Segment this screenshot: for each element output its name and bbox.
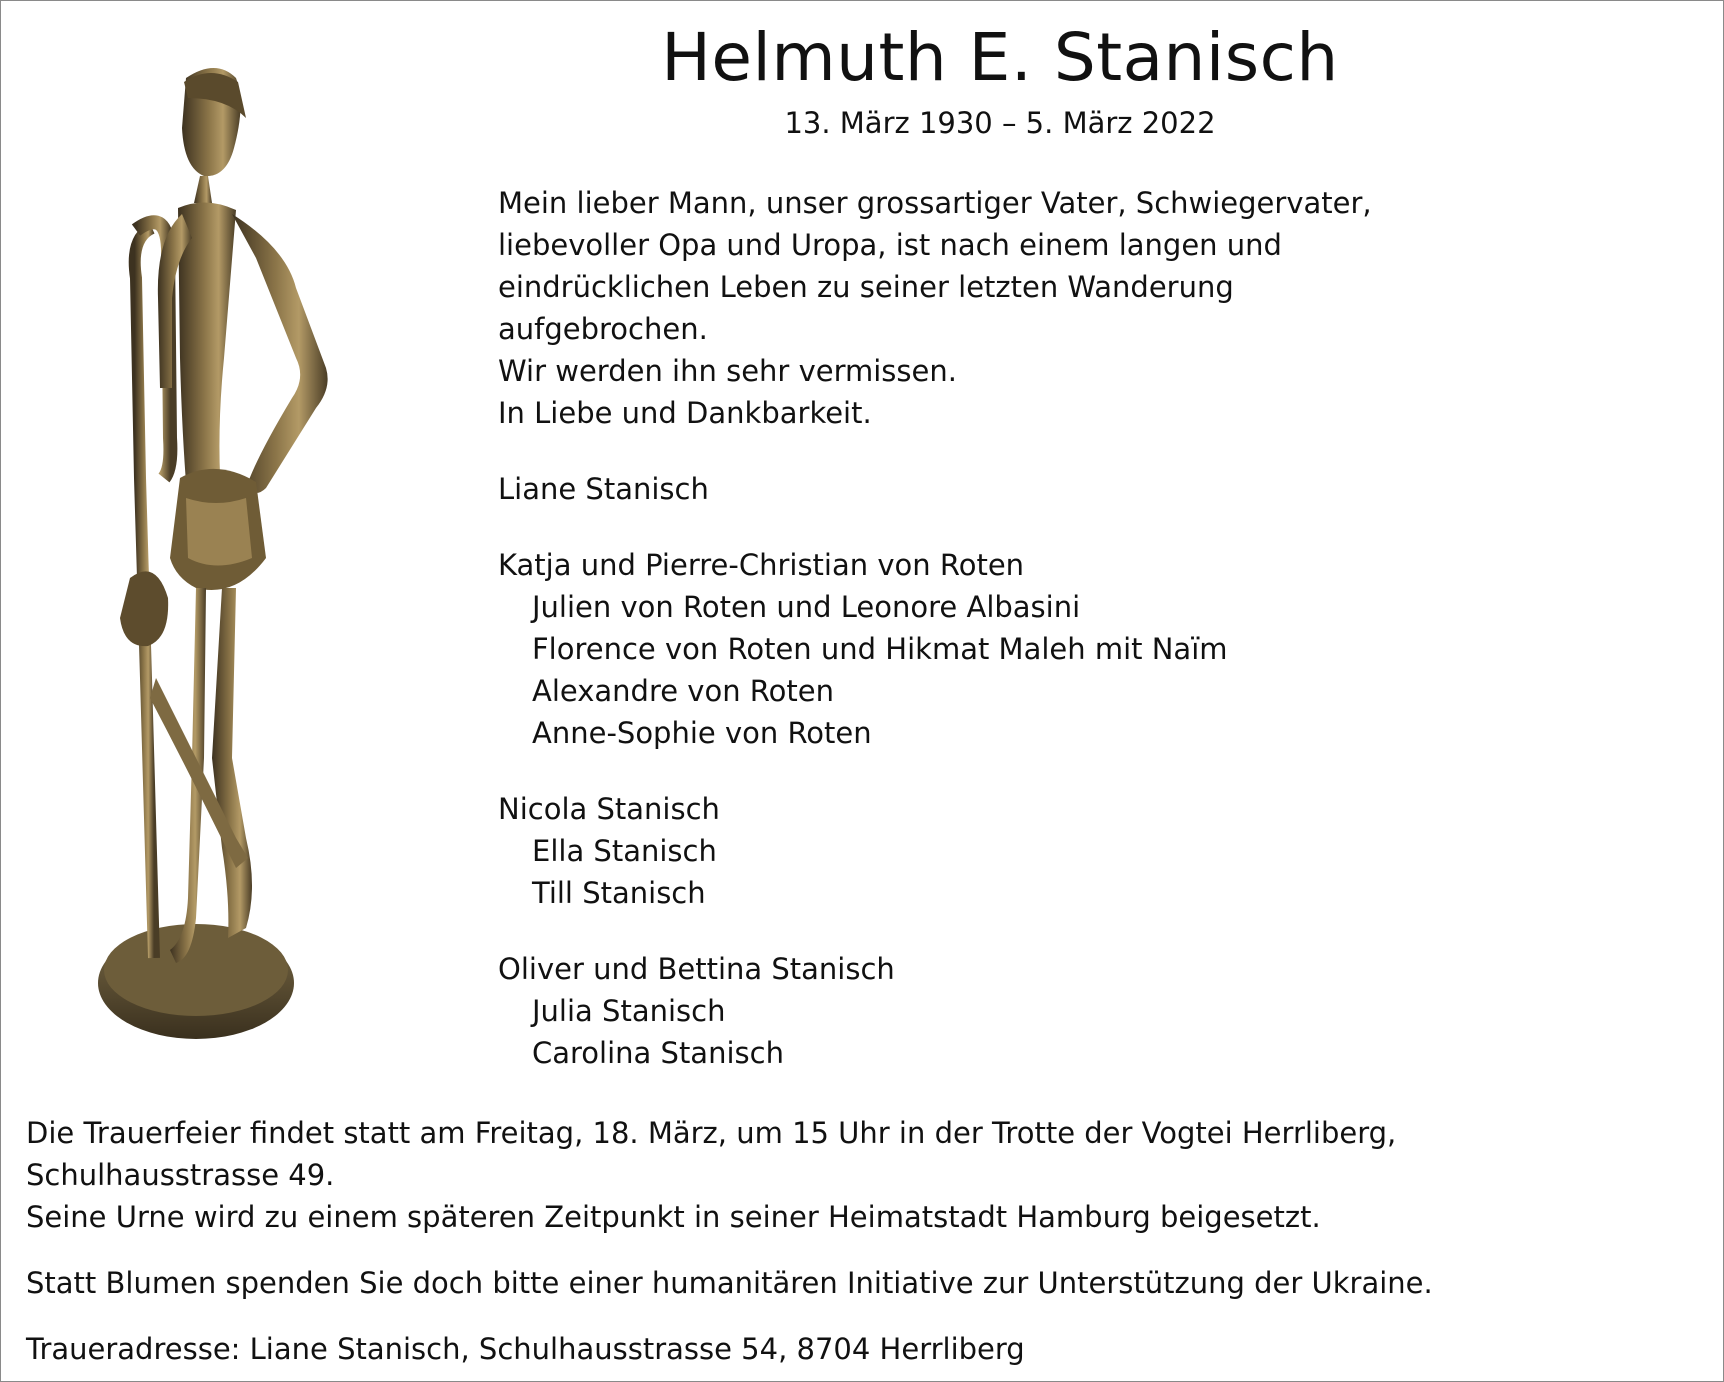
ceremony-line: Seine Urne wird zu einem späteren Zeitpunkt in seiner Heimatstadt Hamburg beigesetzt. bbox=[26, 1200, 1321, 1234]
family-member: Julia Stanisch bbox=[532, 994, 726, 1028]
family-member: Ella Stanisch bbox=[532, 834, 717, 868]
wanderer-statue-image bbox=[96, 58, 356, 1078]
donation-note: Statt Blumen spenden Sie doch bitte einer humanitären Initiative zur Unterstützung der Ukraine. bbox=[26, 1266, 1433, 1300]
family-member: Anne-Sophie von Roten bbox=[532, 716, 872, 750]
mourning-address: Traueradresse: Liane Stanisch, Schulhausstrasse 54, 8704 Herrliberg bbox=[26, 1332, 1025, 1366]
life-dates: 13. März 1930 – 5. März 2022 bbox=[784, 106, 1216, 140]
family-member: Julien von Roten und Leonore Albasini bbox=[532, 590, 1081, 624]
notice-body bbox=[498, 182, 1372, 1074]
ceremony-line: Die Trauerfeier findet statt am Freitag, 18. März, um 15 Uhr in der Trotte der Vogtei Herrliberg, bbox=[26, 1116, 1397, 1150]
message-line: Wir werden ihn sehr vermissen. bbox=[498, 354, 957, 388]
message-line: eindrücklichen Leben zu seiner letzten Wanderung bbox=[498, 270, 1234, 304]
mourner-family-group bbox=[498, 544, 1372, 754]
ceremony-info bbox=[26, 1112, 1433, 1238]
family-member: Carolina Stanisch bbox=[532, 1036, 784, 1070]
family-head: Nicola Stanisch bbox=[498, 792, 720, 826]
message-line: liebevoller Opa und Uropa, ist nach einem langen und bbox=[498, 228, 1282, 262]
family-member: Alexandre von Roten bbox=[532, 674, 834, 708]
notice-footer bbox=[26, 1112, 1433, 1370]
family-member: Till Stanisch bbox=[532, 876, 706, 910]
message-paragraph bbox=[498, 182, 1372, 434]
family-member: Florence von Roten und Hikmat Maleh mit Naïm bbox=[532, 632, 1228, 666]
ceremony-line: Schulhausstrasse 49. bbox=[26, 1158, 335, 1192]
message-line: aufgebrochen. bbox=[498, 312, 708, 346]
message-line: In Liebe und Dankbarkeit. bbox=[498, 396, 872, 430]
mourner-family-group bbox=[498, 948, 1372, 1074]
family-head: Katja und Pierre-Christian von Roten bbox=[498, 548, 1025, 582]
mourner-family-group bbox=[498, 788, 1372, 914]
family-head: Oliver und Bettina Stanisch bbox=[498, 952, 895, 986]
mourner-wife: Liane Stanisch bbox=[498, 472, 709, 506]
deceased-name: Helmuth E. Stanisch bbox=[661, 19, 1339, 96]
message-line: Mein lieber Mann, unser grossartiger Vater, Schwiegervater, bbox=[498, 186, 1372, 220]
